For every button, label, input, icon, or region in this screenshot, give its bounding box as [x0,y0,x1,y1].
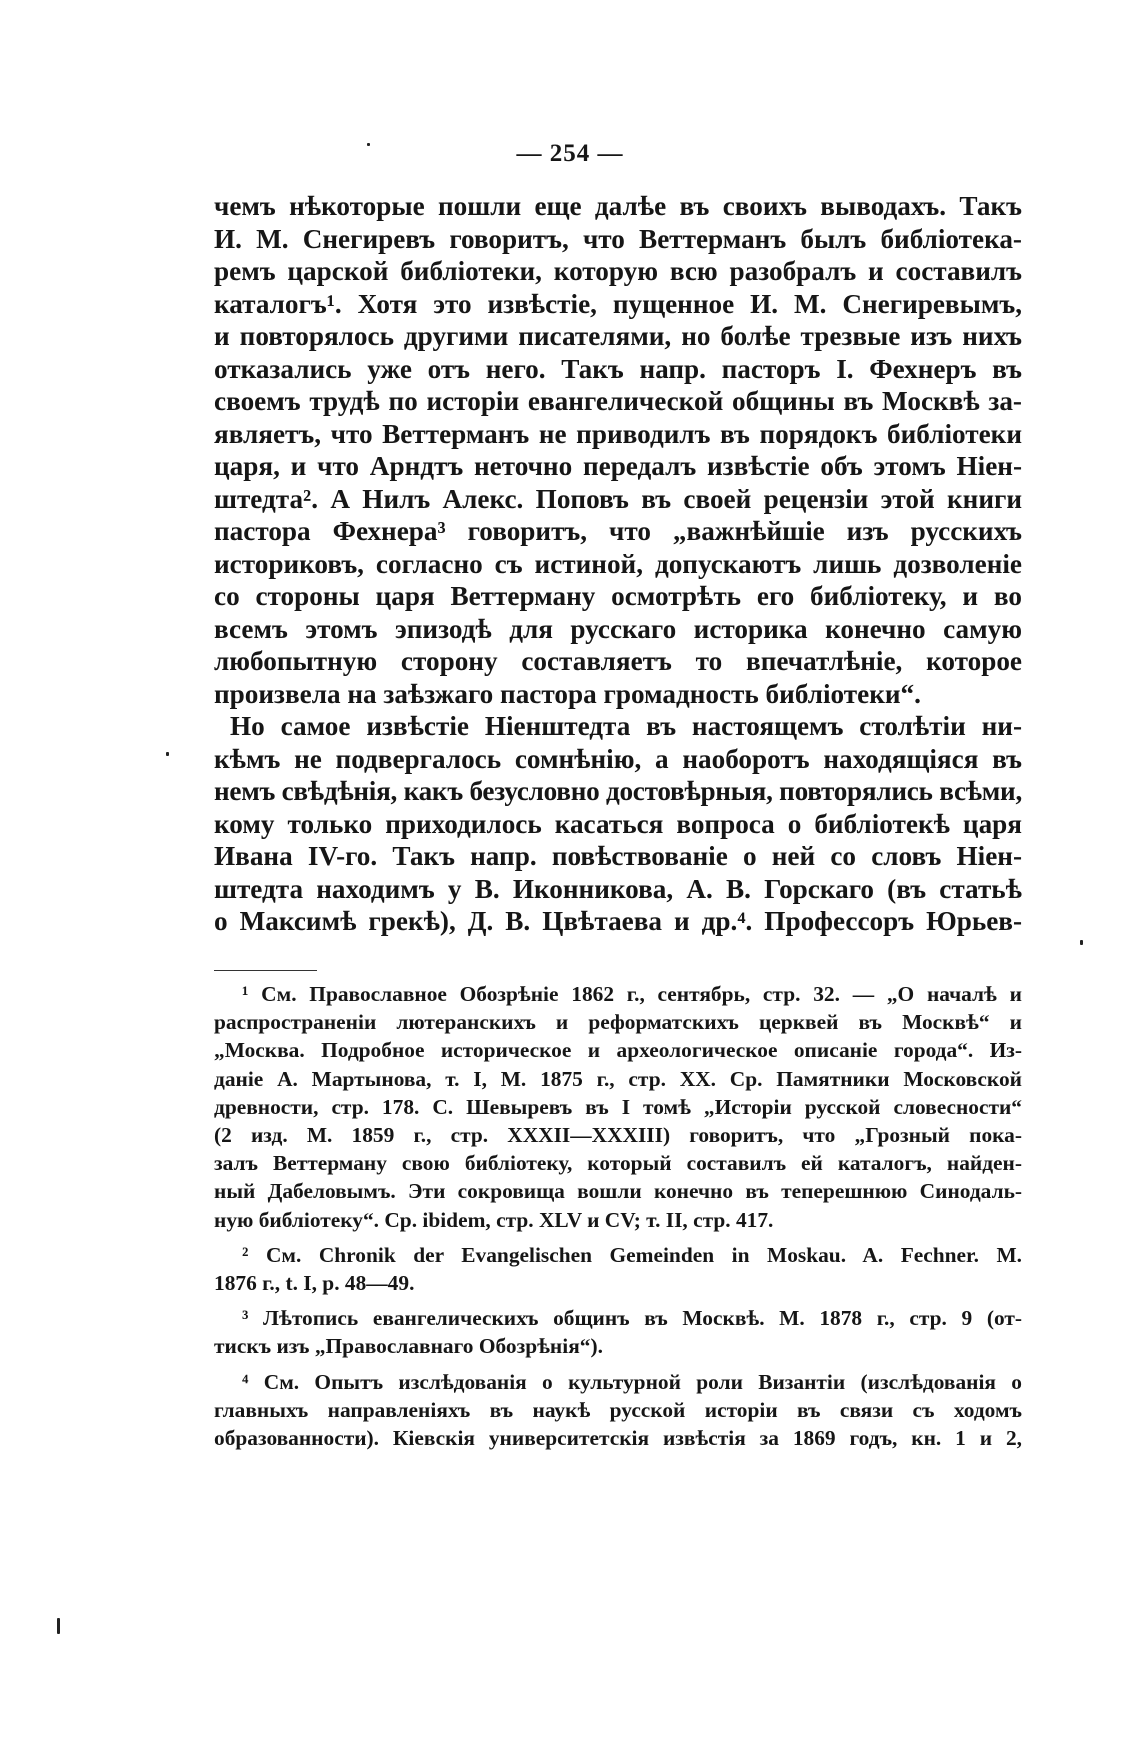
body-line: Ивана IV-го. Такъ напр. повѣствованiе о ней со словъ Нiен- [214,841,1022,871]
body-line: и повторялось другими писателями, но болѣе трезвые изъ нихъ [214,321,1022,351]
body-line: всемъ этомъ эпизодѣ для русскаго историка конечно самую [214,613,1022,644]
footnote-1-line: ную библiотеку“. Ср. ibidem, стр. XLV и CV; т. II, стр. 417. [214,1207,774,1232]
body-line: пастора Фехнера³ говоритъ, что „важнѣйшiе изъ русскихъ [214,516,1022,546]
footnote-2-line: 1876 г., t. I, p. 48—49. [214,1271,415,1296]
body-line: своемъ трудѣ по исторiи евангелической общины въ Москвѣ за- [214,386,1022,416]
body-line: кѣмъ не подвергалось сомнѣнiю, а наоборотъ находящiяся въ [214,743,1022,774]
footnote-4-line: образованности). Кiевскiя университетскiя извѣстiя за 1869 годъ, кн. 1 и 2, [214,1426,1022,1451]
body-line: являетъ, что Веттерманъ не приводилъ въ порядокъ библiотеки [214,418,1022,449]
body-line: отказались уже отъ него. Такъ напр. пасторъ I. Фехнеръ въ [214,353,1022,384]
scan-speck [367,143,370,146]
body-line: царя, и что Арндтъ неточно передалъ извѣстiе объ этомъ Нiен- [214,451,1022,481]
footnote-1-line: ¹ См. Православное Обозрѣнiе 1862 г., сентябрь, стр. 32. — „О началѣ и [242,982,1022,1006]
footnote-3-line: ³ Лѣтопись евангелическихъ общинъ въ Москвѣ. М. 1878 г., стр. 9 (от- [242,1306,1022,1331]
scan-speck [1080,940,1083,945]
footnotes [214,980,1022,1452]
page-number: — 254 — [516,140,624,167]
footnote-gap [214,1234,1022,1241]
footnote-separator [214,970,317,971]
footnote-2-line: ² См. Chronik der Evangelischen Gemeinden in Moskau. A. Fechner. M. [242,1242,1022,1267]
body-line: И. М. Снегиревъ говоритъ, что Веттерманъ былъ библiотека- [214,223,1022,254]
body-line: чемъ нѣкоторые пошли еще далѣе въ своихъ выводахъ. Такъ [214,191,1022,221]
body-line: штедта находимъ у В. Иконникова, А. В. Горскаго (въ статьѣ [214,873,1022,904]
footnote-4-line: ⁴ См. Опытъ изслѣдованiя о культурной роли Византiи (изслѣдованiя о [242,1369,1022,1394]
footnote-4-line: главныхъ направленiяхъ въ наукѣ русской исторiи въ связи съ ходомъ [214,1397,1022,1422]
footnote-1-line: (2 изд. М. 1859 г., стр. XXXII—XXXIII) говоритъ, что „Грозный пока- [214,1123,1022,1148]
footnote-1-line: данiе А. Мартынова, т. I, М. 1875 г., стр. XX. Ср. Памятники Московской [214,1066,1022,1091]
footnote-1-line: древности, стр. 178. С. Шевыревъ въ I томѣ „Исторiи русской словесности“ [214,1094,1022,1119]
body-line: произвела на заѣзжаго пастора громадность библiотеки“. [214,678,921,709]
scan-speck [57,1618,60,1634]
footnote-gap [214,1297,1022,1304]
body-line: кому только приходилось касаться вопроса о библiотекѣ царя [214,808,1022,839]
body-line: штедта². А Нилъ Алекс. Поповъ въ своей рецензiи этой книги [214,483,1022,514]
footnote-3-line: тискъ изъ „Православнаго Обозрѣнiя“). [214,1334,603,1359]
footnote-1-line: залъ Веттерману свою библiотеку, который составилъ ей каталогъ, найден- [214,1151,1022,1176]
body-line: историковъ, согласно съ истиной, допускаютъ лишь дозволенiе [214,548,1022,579]
body-line: со стороны царя Веттерману осмотрѣть его библiотеку, и во [214,581,1022,611]
body-line: каталогъ¹. Хотя это извѣстiе, пущенное И. М. Снегиревымъ, [214,288,1022,319]
footnote-1-line: ный Дабеловымъ. Эти сокровища вошли конечно въ теперешнюю Синодаль- [214,1179,1022,1204]
footnote-gap [214,1361,1022,1368]
body-line: любопытную сторону составляетъ то впечатлѣнiе, которое [214,646,1022,676]
body-line: о Максимѣ грекѣ), Д. В. Цвѣтаева и др.⁴. Профессоръ Юрьев- [214,906,1022,936]
main-text [214,190,1022,938]
scan-speck [166,752,169,756]
footnote-1-line: „Москва. Подробное историческое и археологическое описанiе города“. Из- [214,1038,1022,1063]
body-line: ремъ царской библiотеки, которую всю разобралъ и составилъ [214,256,1022,286]
footnote-1-line: распространенiи лютеранскихъ и реформатскихъ церквей въ Москвѣ“ и [214,1010,1022,1035]
body-line-paragraph-start: Но самое извѣстiе Нiенштедта въ настоящемъ столѣтiи ни- [230,711,1022,741]
body-line: немъ свѣдѣнiя, какъ безусловно достовѣрныя, повторялись всѣми, [214,776,1022,806]
